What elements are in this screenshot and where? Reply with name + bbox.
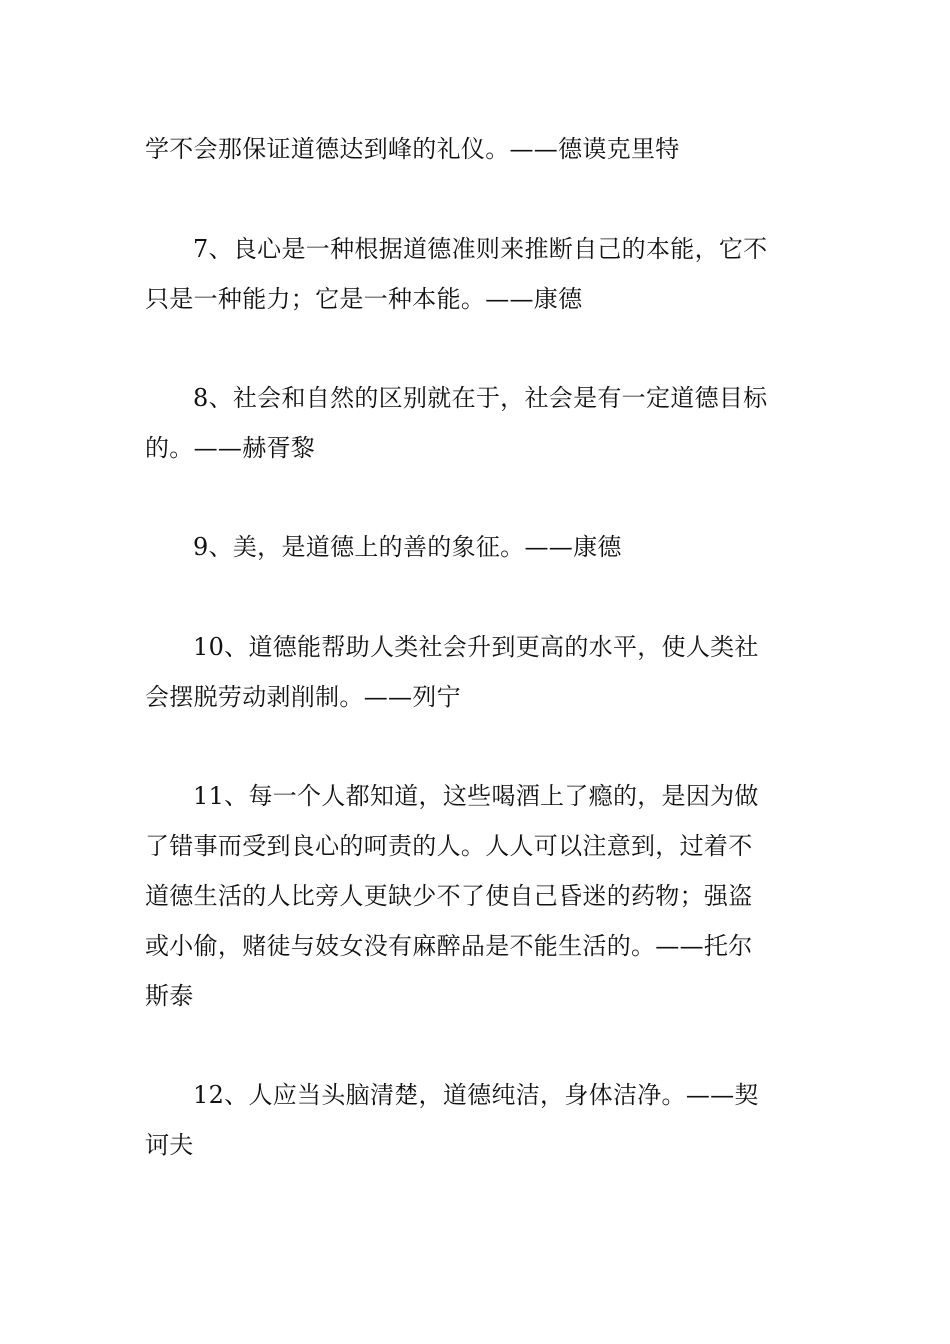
text-line: 或小偷，赌徒与妓女没有麻醉品是不能生活的。——托尔 (145, 932, 753, 960)
text-line: 学不会那保证道德达到峰的礼仪。——德谟克里特 (145, 135, 680, 163)
text-line: 道德生活的人比旁人更缺少不了使自己昏迷的药物；强盗 (145, 882, 753, 910)
text-line: 12、人应当头脑清楚，道德纯洁，身体洁净。——契 (193, 1081, 759, 1109)
text-line: 的。——赫胥黎 (145, 434, 316, 462)
text-line: 7、良心是一种根据道德准则来推断自己的本能，它不 (193, 235, 768, 263)
text-line: 了错事而受到良心的呵责的人。人人可以注意到，过着不 (145, 832, 753, 860)
text-line: 诃夫 (145, 1131, 194, 1159)
text-line: 8、社会和自然的区别就在于，社会是有一定道德目标 (193, 384, 768, 412)
text-line: 只是一种能力；它是一种本能。——康德 (145, 285, 583, 313)
text-line: 10、道德能帮助人类社会升到更高的水平，使人类社 (193, 633, 759, 661)
text-line: 斯泰 (145, 982, 194, 1010)
text-line: 9、美，是道德上的善的象征。——康德 (193, 533, 622, 561)
text-line: 11、每一个人都知道，这些喝酒上了瘾的，是因为做 (193, 782, 759, 810)
text-line: 会摆脱劳动剥削制。——列宁 (145, 683, 461, 711)
